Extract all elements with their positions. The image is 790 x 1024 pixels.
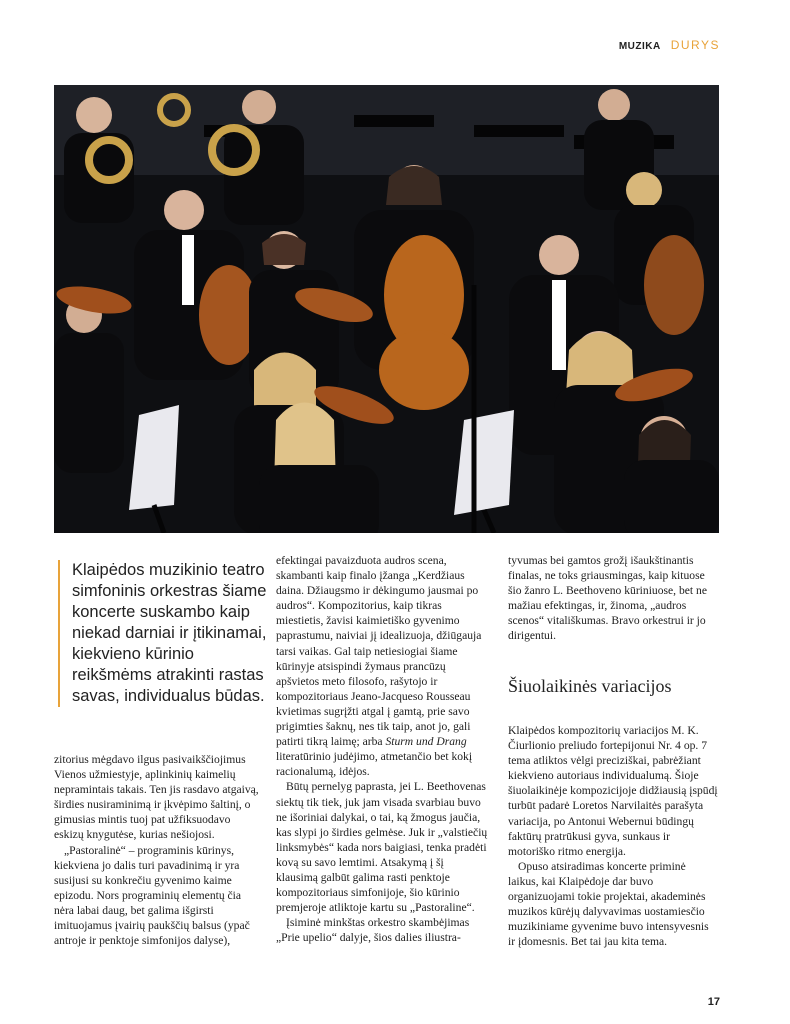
paragraph: Būtų pernelyg paprasta, jei L. Beethovenas siektų tik tiek, juk jam visada svarbiau buvo ne išoriniai dalykai, o tai, ką žmogus jaučia, kas slypi jo širdies gelmėse. Juk ir „valstiečių linksmybės“ kada nors baigiasi, tenka pradėti kovą su savo lemtimi. Atsakymą į šį klausimą galbūt galima rasti penktoje kompozitoriaus simfonijoje, šio kūrinio premjeroje atliktoje kartu su „Pastoraline“.: [276, 780, 488, 915]
music-stand: [354, 115, 434, 127]
paragraph: zitorius mėgdavo ilgus pasivaikščiojimus Vienos užmiestyje, aplinkinių kaimelių nepramintais takais. Ten jis rasdavo atgaivą, širdies nusiraminimą ir įkvėpimo šaltinį, o gimusias mintis tuoj pat užfiksuodavo eskizų knygutėse, kurias nešiojosi.: [54, 753, 259, 842]
body-column-2: [276, 553, 488, 945]
body-column-3-top: [508, 553, 718, 644]
text-run: efektingai pavaizduota audros scena, skambanti kaip finalo įžanga „Kerdžiaus daina. Džiaugsmo ir dėkingumo jausmai po audros“. Kompozitorius, kaip tikras miestietis, žavisi kaimietiško gyvenimo paprastumu, naiviai jį idealizuoja, džiūgauja tarsi vaikas. Gal taip netiesiogiai šiame kūrinyje atsispindi žymaus prancūzų apšvietos meto filosofo, rašytojo ir kompozitoriaus Jeano-Jacqueso Rousseau kvietimas sugrįžti atgal į gamtą, prie savo prigimties šaknų, nes tik taip, anot jo, gali patirti tikrą laimę; arba: [276, 554, 482, 749]
text-run: literatūrinio judėjimo, atmetančio bet kokį racionalumą, idėjos.: [276, 750, 473, 779]
orchestra-photo: [54, 85, 719, 533]
paragraph: Įsiminė minkštas orkestro skambėjimas „Prie upelio“ dalyje, šios dalies iliustra-: [276, 916, 470, 945]
paragraph: Klaipėdos kompozitorių variacijos M. K. Čiurlionio preliudo fortepijonui Nr. 4 op. 7 tema atliktos vėlgi preciziškai, pabrėžiant kiekvieno autoriaus individualumą. Šioje šiuolaikinėje kompozicijoje didžiausią įspūdį turbūt padarė Loretos Narvilaitės parašyta variacija, po Antonui Webernui būdingų faktūrų pratrūkusi gyva, sunkaus ir motoriško ritmo energija.: [508, 724, 718, 858]
magazine-logo: DURYS: [670, 38, 720, 52]
music-stand: [474, 125, 564, 137]
italic-title: Sturm und Drang: [385, 735, 467, 749]
section-subheading: Šiuolaikinės variacijos: [508, 676, 672, 696]
body-column-1: [54, 752, 259, 948]
section-label: MUZIKA: [618, 41, 661, 52]
body-column-3-bottom: [508, 723, 718, 949]
paragraph: tyvumas bei gamtos grožį išaukštinantis finalas, ne toks griausmingas, kaip kituose šio žanro L. Beethoveno kūriniuose, bet ne mažiau efektingas, ir, žinoma, „audros scenos“ vitališkumas. Bravo orkestrui ir jo dirigentui.: [508, 554, 707, 643]
page-header: [619, 38, 720, 52]
page-number: 17: [707, 996, 720, 1008]
paragraph: „Pastoralinė“ – programinis kūrinys, kiekviena jo dalis turi pavadinimą ir yra susijusi su konkrečiu gyvenimo kaime epizodu. Nors programinių elementų čia nėra labai daug, bet galima išgirsti imituojamus įvairių paukščių balsus (ypač antroje ir penktoje simfonijos dalyse),: [54, 843, 250, 948]
paragraph: [276, 553, 488, 779]
paragraph: Opuso atsiradimas koncerte priminė laikus, kai Klaipėdoje dar buvo organizuojami tokie projektai, akademinės muzikos kūrėjų dalyvavimas uostamiesčio muzikiniame gyvenime buvo intensyvesnis ir įdomesnis. Bet tai jau kita tema.: [508, 859, 709, 949]
pull-quote: Klaipėdos muzikinio teatro simfoninis orkestras šiame koncerte suskambo kaip niekad darniai ir įtikinamai, kiekvieno kūrinio reikšmėms atrakinti rastas savas, individualus būdas.: [58, 560, 272, 707]
